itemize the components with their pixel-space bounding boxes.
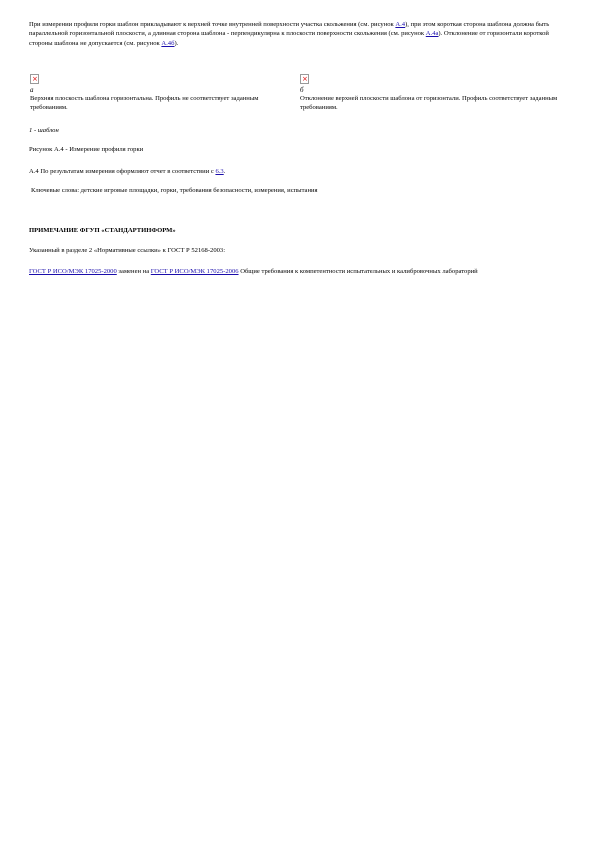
figure-a-caption: Верхняя плоскость шаблона горизонтальна. Профиль не соответствует заданным требованиям. [30,95,259,112]
note-body [29,267,529,276]
intro-text-2: ), при этом короткая сторона шаблона должна быть параллельной горизонтальной плоскости, а длинная сторона шаблона - перпендикулярна к плоскости поверхности скольжения (см. рисунок [29,21,550,38]
gost-2006-link[interactable]: ГОСТ Р ИСО/МЭК 17025-2006 [150,268,239,275]
note-heading: ПРИМЕЧАНИЕ ФГУП «СТАНДАРТИНФОРМ» [29,227,176,234]
note-body-mid: заменен на [116,268,151,275]
clause-a4-text: А.4 По результатам измерения оформляют отчет в соответствии с [29,168,216,175]
keywords: Ключевые слова: детские игровые площадки, горки, требования безопасности, измерения, испытания [31,187,318,194]
figure-b-caption: Отклонение верхней плоскости шаблона от горизонтали. Профиль соответствует заданным требованиям. [300,95,558,112]
broken-image-icon [30,74,39,84]
gost-2000-link[interactable]: ГОСТ Р ИСО/МЭК 17025-2000 [29,268,117,275]
intro-text-3: ). Отклонение от горизонтали короткой стороны шаблона не допускается (см. рисунок [29,30,549,47]
figure-a4a-link[interactable]: А.4а [425,30,439,38]
figure-title: Рисунок А.4 - Измерение профиля горки [29,146,144,153]
figure-a4b-link[interactable]: А.4б [161,39,175,47]
intro-text-4: ). [174,39,179,47]
figure-b-letter: б [300,86,304,94]
intro-paragraph [29,20,557,48]
figure-a-letter: а [30,86,34,94]
intro-text-1: При измерении профиля горки шаблон прикладывают к верхней точке внутренней поверхности участка скольжения (см. рисунок [29,21,396,28]
figure-b-block [300,74,562,113]
broken-image-icon [300,74,309,84]
section-6-3-link[interactable]: 6.3 [215,168,224,175]
figure-legend: 1 - шаблон [29,127,59,134]
clause-a4 [29,167,569,176]
note-intro: Указанный в разделе 2 «Нормативные ссылки» к ГОСТ Р 52168-2003: [29,247,226,254]
figure-a4-link[interactable]: А.4 [395,21,406,28]
note-body-tail: Общие требования к компетентности испытательных и калибровочных лабораторий [238,268,478,275]
figure-a-block [30,74,292,113]
clause-a4-tail: . [223,168,226,175]
